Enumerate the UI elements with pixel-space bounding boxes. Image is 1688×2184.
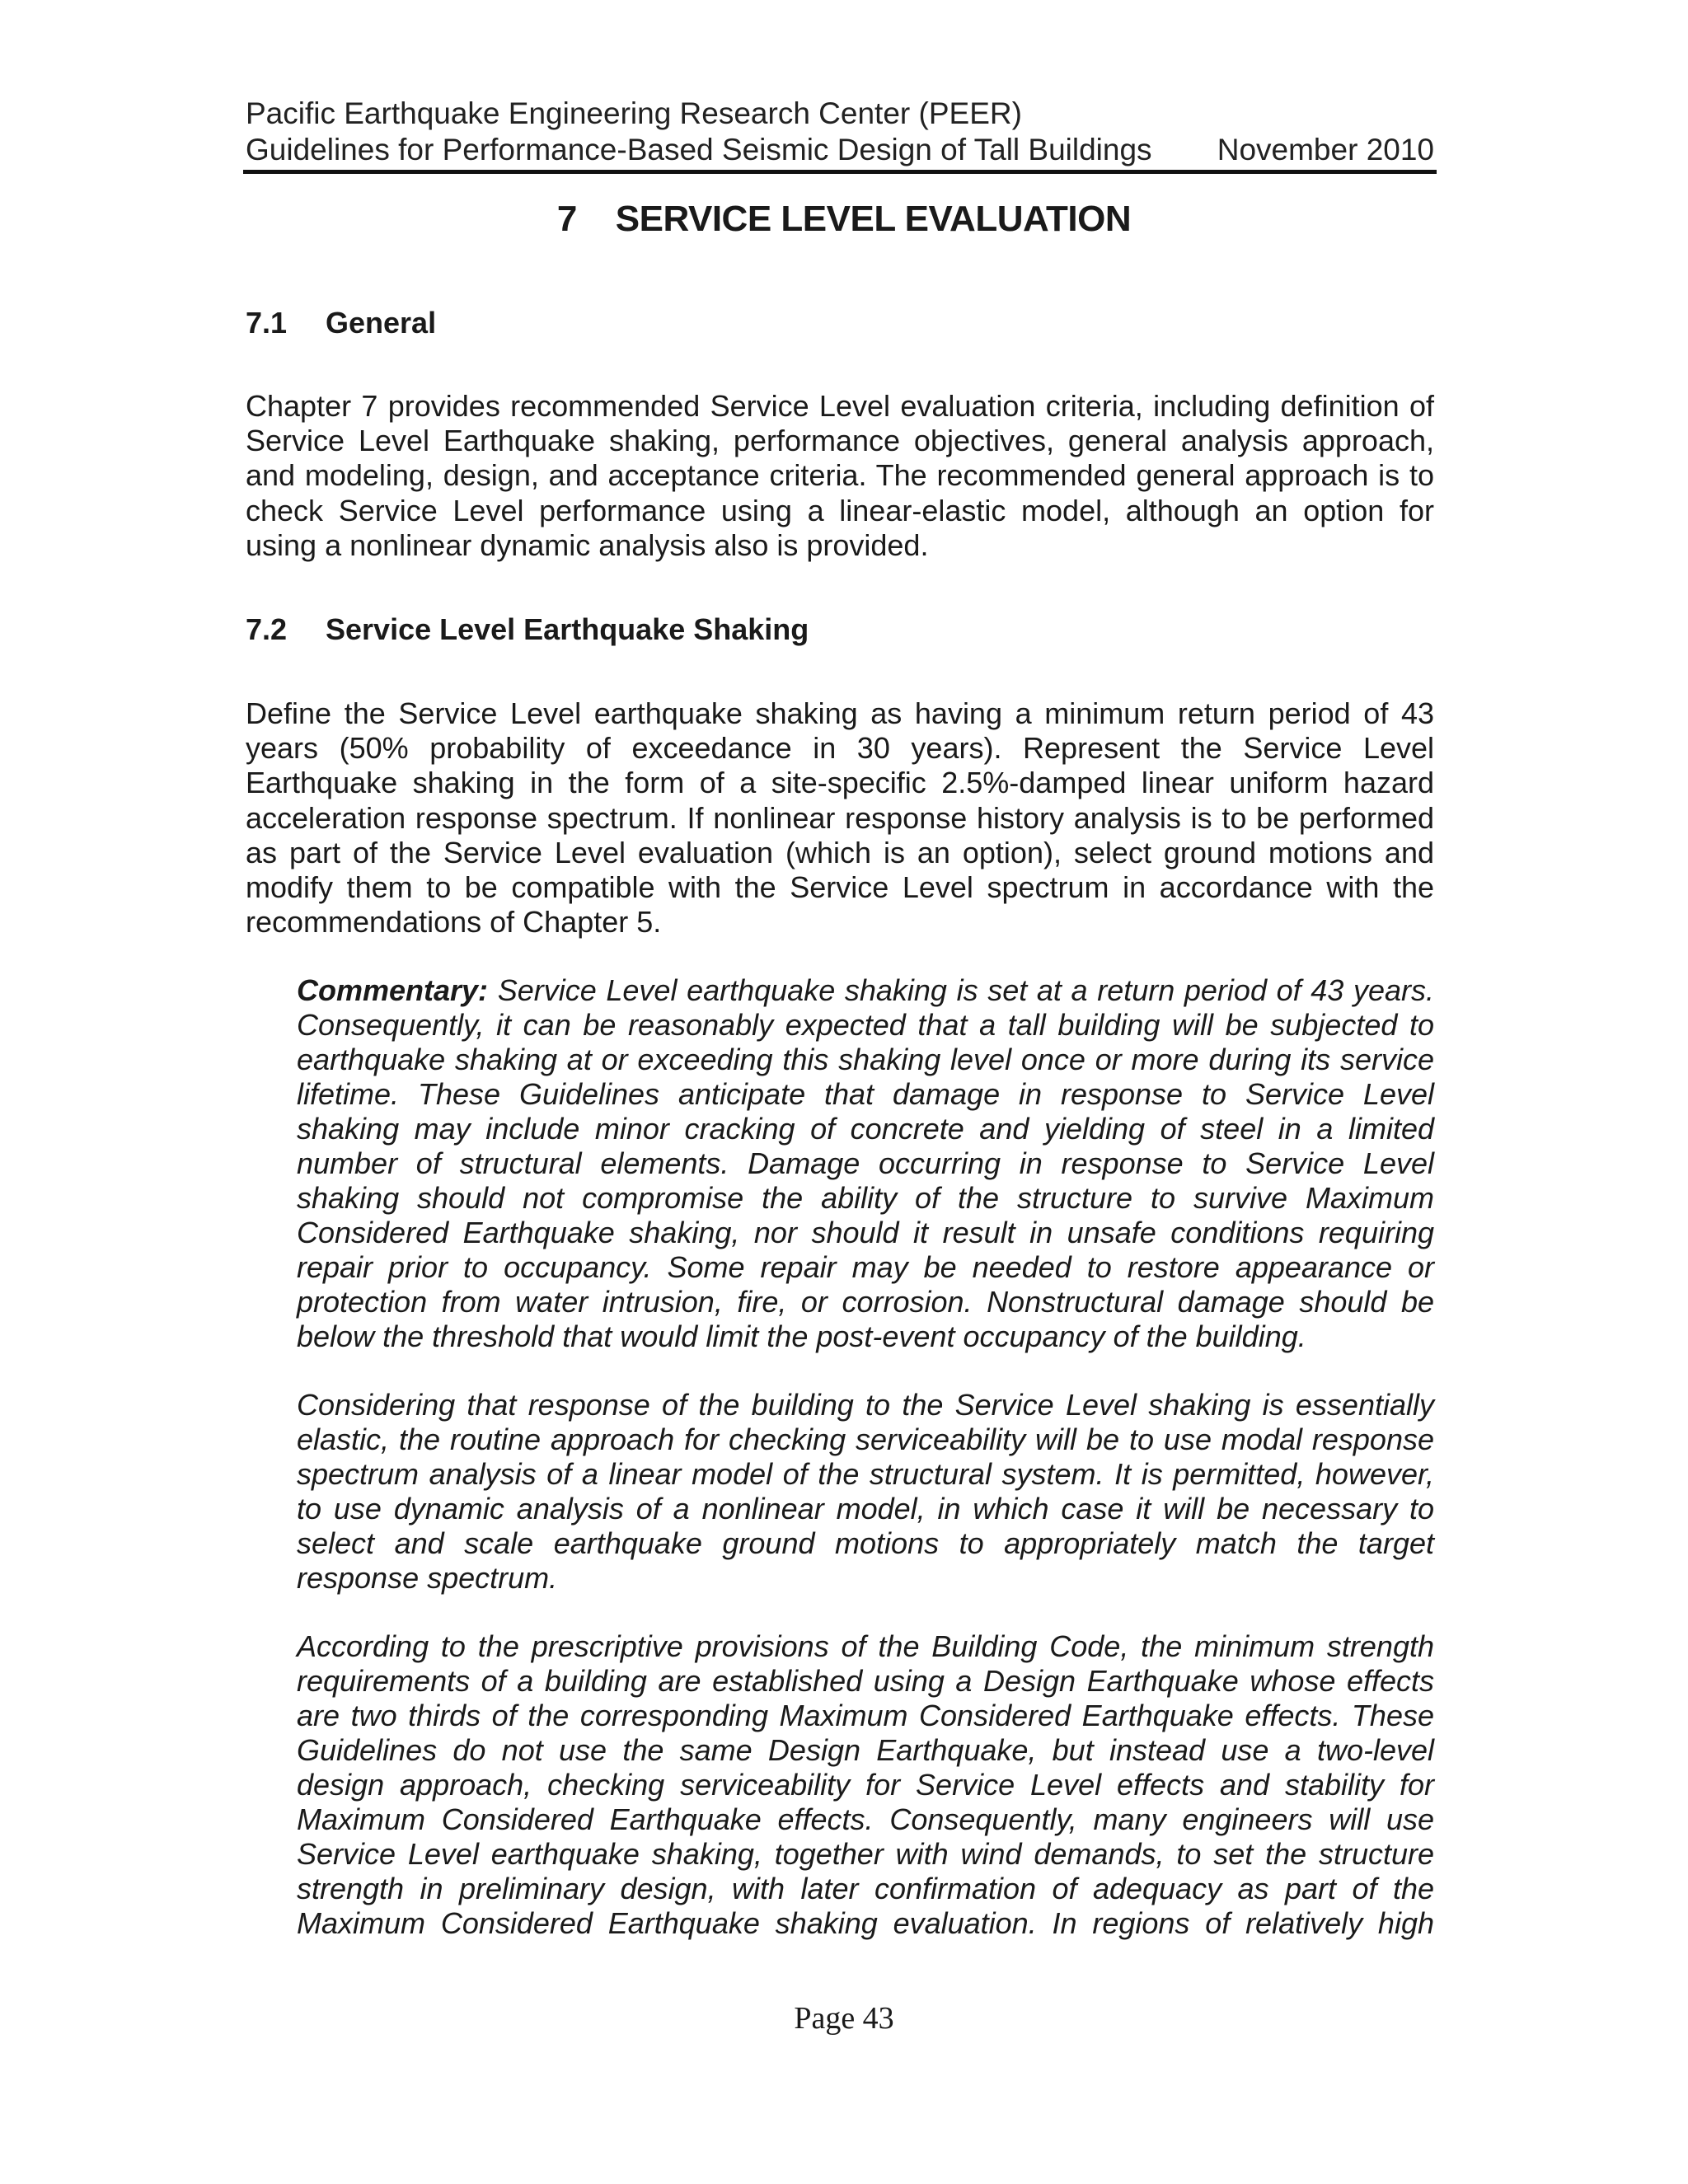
page-header [246,96,1434,168]
commentary-paragraph-3: According to the prescriptive provisions of the Building Code, the minimum strength requirements of a building are established using a Design Earthquake whose effects are two thirds of the corresponding Maximum Considered Earthquake effects. These Guidelines do not use the same Design Earthquake, but instead use a two-level design approach, checking serviceability for Service Level effects and stability for Maximum Considered Earthquake effects. Consequently, many engineers will use Service Level earthquake shaking, together with wind demands, to set the structure strength in preliminary design, with later confirmation of adequacy as part of the Maximum Considered Earthquake shaking evaluation. In regions of relatively high [297,1629,1434,1940]
section-body-7-2: Define the Service Level earthquake shaking as having a minimum return period of 43 years (50% probability of exceedance in 30 years). Represent the Service Level Earthquake shaking in the form of a site-specific 2.5%-damped linear uniform hazard acceleration response spectrum. If nonlinear response history analysis is to be performed as part of the Service Level evaluation (which is an option), select ground motions and modify them to be compatible with the Service Level spectrum in accordance with the recommendations of Chapter 5. [246,696,1434,940]
chapter-title-text: SERVICE LEVEL EVALUATION [615,199,1132,239]
commentary-paragraph-2: Considering that response of the building to the Service Level shaking is essentially elastic, the routine approach for checking serviceability will be to use modal response spectrum analysis of a linear model of the structural system. It is permitted, however, to use dynamic analysis of a nonlinear model, in which case it will be necessary to select and scale earthquake ground motions to appropriately match the target response spectrum. [297,1388,1434,1595]
commentary-text: Service Level earthquake shaking is set at a return period of 43 years. Consequently, it can be reasonably expected that a tall building will be subjected to earthquake shaking at or exceeding this shaking level once or more during its service lifetime. These Guidelines anticipate that damage in response to Service Level shaking may include minor cracking of concrete and yielding of steel in a limited number of structural elements. Damage occurring in response to Service Level shaking should not compromise the ability of the structure to survive Maximum Considered Earthquake shaking, nor should it result in unsafe conditions requiring repair prior to occupancy. Some repair may be needed to restore appearance or protection from water intrusion, fire, or corrosion. Nonstructural damage should be below the threshold that would limit the post-event occupancy of the building. [297,973,1434,1353]
section-heading-7-2 [246,612,809,648]
section-body-7-1: Chapter 7 provides recommended Service Level evaluation criteria, including definition of Service Level Earthquake shaking, performance objectives, general analysis approach, and modeling, design, and acceptance criteria. The recommended general approach is to check Service Level performance using a linear-elastic model, although an option for using a nonlinear dynamic analysis also is provided. [246,389,1434,562]
section-number: 7.2 [246,612,288,646]
commentary-label: Commentary: [297,973,489,1007]
chapter-number: 7 [556,199,577,239]
header-title-line [246,132,1434,168]
section-title: Service Level Earthquake Shaking [326,612,809,646]
page-number: Page 43 [794,2001,894,2036]
section-number: 7.1 [246,306,288,340]
commentary-paragraph-1 [297,973,1434,1354]
section-heading-7-1 [246,305,436,341]
header-org-line [246,96,1434,132]
section-title: General [326,306,437,340]
header-org: Pacific Earthquake Engineering Research Center (PEER) [246,96,1022,130]
header-rule [243,170,1437,174]
chapter-title [0,196,1688,242]
header-date: November 2010 [1217,133,1434,166]
header-doc-title: Guidelines for Performance-Based Seismic Design of Tall Buildings [246,133,1152,166]
